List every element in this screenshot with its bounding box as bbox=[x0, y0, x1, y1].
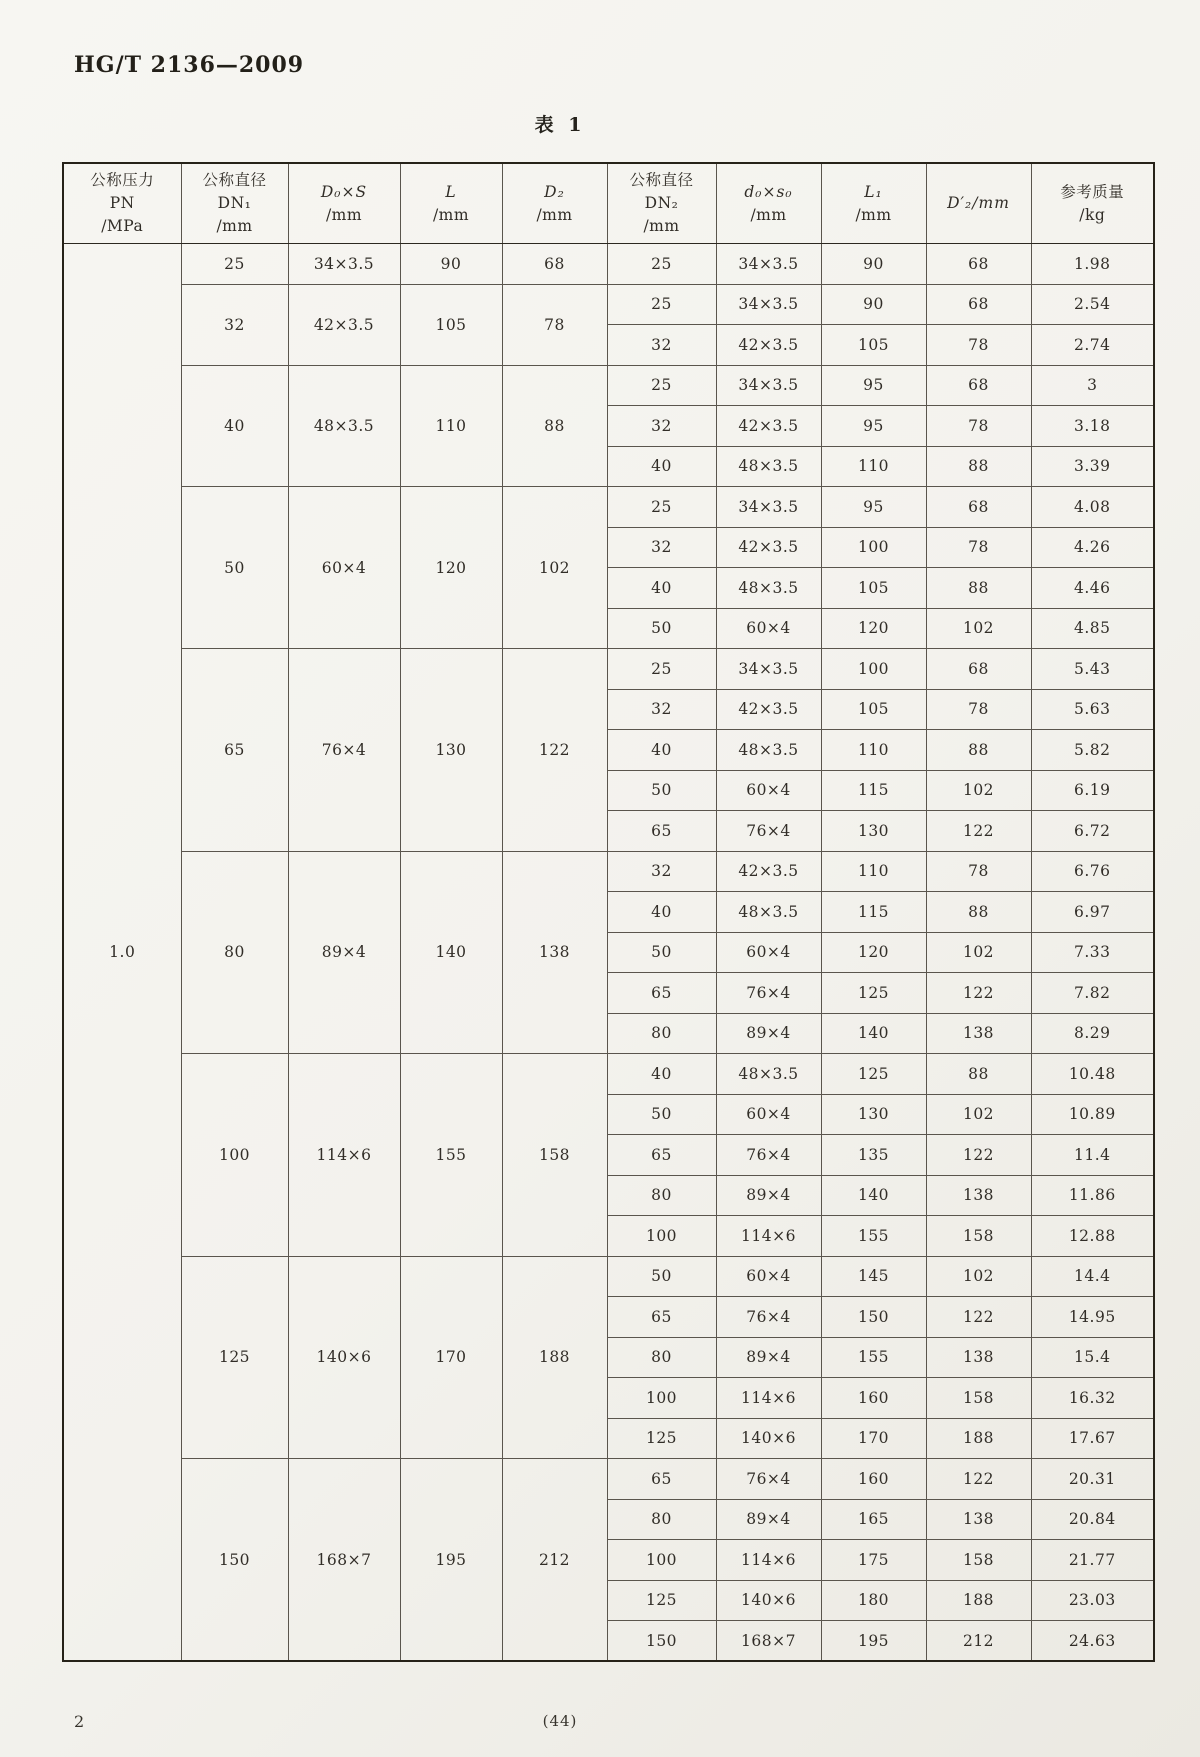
cell-d2prime: 158 bbox=[926, 1540, 1031, 1581]
cell-mass: 6.97 bbox=[1031, 892, 1154, 933]
cell-dn1: 65 bbox=[181, 649, 288, 852]
cell-dn2: 65 bbox=[607, 811, 716, 852]
cell-d0xs0: 34×3.5 bbox=[716, 284, 821, 325]
cell-l: 130 bbox=[400, 649, 502, 852]
cell-d0xs0: 114×6 bbox=[716, 1378, 821, 1419]
cell-mass: 14.4 bbox=[1031, 1256, 1154, 1297]
column-header-8: D′₂/mm bbox=[926, 163, 1031, 244]
cell-l1: 105 bbox=[821, 689, 926, 730]
cell-d2prime: 158 bbox=[926, 1216, 1031, 1257]
cell-dn1: 25 bbox=[181, 244, 288, 285]
cell-d2prime: 88 bbox=[926, 568, 1031, 609]
dimension-table bbox=[62, 162, 1155, 1662]
cell-dn1: 80 bbox=[181, 851, 288, 1054]
cell-dn2: 150 bbox=[607, 1621, 716, 1662]
cell-d0xs0: 89×4 bbox=[716, 1175, 821, 1216]
cell-mass: 1.98 bbox=[1031, 244, 1154, 285]
cell-l1: 140 bbox=[821, 1175, 926, 1216]
cell-dn2: 100 bbox=[607, 1540, 716, 1581]
cell-d2prime: 138 bbox=[926, 1337, 1031, 1378]
cell-d2: 158 bbox=[502, 1054, 607, 1257]
cell-d2prime: 138 bbox=[926, 1013, 1031, 1054]
cell-mass: 17.67 bbox=[1031, 1418, 1154, 1459]
cell-d2prime: 78 bbox=[926, 406, 1031, 447]
cell-mass: 16.32 bbox=[1031, 1378, 1154, 1419]
cell-l1: 120 bbox=[821, 608, 926, 649]
cell-l1: 160 bbox=[821, 1378, 926, 1419]
cell-dn2: 125 bbox=[607, 1418, 716, 1459]
cell-d2prime: 88 bbox=[926, 892, 1031, 933]
cell-d2prime: 88 bbox=[926, 730, 1031, 771]
cell-l1: 130 bbox=[821, 811, 926, 852]
cell-dn2: 25 bbox=[607, 284, 716, 325]
cell-mass: 14.95 bbox=[1031, 1297, 1154, 1338]
cell-d0xs0: 34×3.5 bbox=[716, 487, 821, 528]
cell-d0xs0: 89×4 bbox=[716, 1013, 821, 1054]
cell-mass: 5.82 bbox=[1031, 730, 1154, 771]
cell-d2prime: 68 bbox=[926, 487, 1031, 528]
cell-d2: 78 bbox=[502, 284, 607, 365]
cell-dn2: 50 bbox=[607, 932, 716, 973]
cell-l1: 140 bbox=[821, 1013, 926, 1054]
cell-d2prime: 188 bbox=[926, 1580, 1031, 1621]
cell-l1: 95 bbox=[821, 487, 926, 528]
cell-d2prime: 122 bbox=[926, 1135, 1031, 1176]
cell-mass: 6.76 bbox=[1031, 851, 1154, 892]
cell-d0xs0: 42×3.5 bbox=[716, 325, 821, 366]
cell-d0xs0: 42×3.5 bbox=[716, 689, 821, 730]
table-row bbox=[63, 1459, 1154, 1500]
cell-d0xs0: 140×6 bbox=[716, 1418, 821, 1459]
cell-d0xs0: 89×4 bbox=[716, 1499, 821, 1540]
cell-l1: 180 bbox=[821, 1580, 926, 1621]
cell-d0xs0: 48×3.5 bbox=[716, 1054, 821, 1095]
cell-d0xs0: 76×4 bbox=[716, 811, 821, 852]
cell-d0xs0: 60×4 bbox=[716, 608, 821, 649]
cell-l1: 105 bbox=[821, 568, 926, 609]
cell-dn2: 32 bbox=[607, 689, 716, 730]
cell-dn2: 25 bbox=[607, 649, 716, 690]
cell-mass: 5.63 bbox=[1031, 689, 1154, 730]
cell-pn: 1.0 bbox=[63, 244, 181, 1662]
cell-l1: 100 bbox=[821, 527, 926, 568]
cell-l1: 155 bbox=[821, 1337, 926, 1378]
cell-mass: 23.03 bbox=[1031, 1580, 1154, 1621]
cell-l: 155 bbox=[400, 1054, 502, 1257]
cell-mass: 4.08 bbox=[1031, 487, 1154, 528]
cell-l: 90 bbox=[400, 244, 502, 285]
cell-l1: 130 bbox=[821, 1094, 926, 1135]
cell-l1: 95 bbox=[821, 406, 926, 447]
cell-d0xs0: 60×4 bbox=[716, 1094, 821, 1135]
cell-d2prime: 78 bbox=[926, 527, 1031, 568]
cell-l1: 165 bbox=[821, 1499, 926, 1540]
standard-number: HG/T 2136—2009 bbox=[74, 52, 305, 78]
table-row bbox=[63, 244, 1154, 285]
cell-l: 105 bbox=[400, 284, 502, 365]
cell-l1: 90 bbox=[821, 284, 926, 325]
cell-d2prime: 102 bbox=[926, 770, 1031, 811]
cell-d0xs0: 89×4 bbox=[716, 1337, 821, 1378]
cell-l1: 110 bbox=[821, 730, 926, 771]
cell-l: 110 bbox=[400, 365, 502, 487]
cell-dn2: 25 bbox=[607, 365, 716, 406]
column-header-2: D₀×S /mm bbox=[288, 163, 400, 244]
cell-mass: 2.74 bbox=[1031, 325, 1154, 366]
cell-d0xs0: 76×4 bbox=[716, 1135, 821, 1176]
cell-d0xs: 42×3.5 bbox=[288, 284, 400, 365]
cell-l1: 115 bbox=[821, 892, 926, 933]
cell-d2prime: 188 bbox=[926, 1418, 1031, 1459]
cell-d2prime: 138 bbox=[926, 1499, 1031, 1540]
cell-mass: 12.88 bbox=[1031, 1216, 1154, 1257]
cell-d0xs0: 48×3.5 bbox=[716, 568, 821, 609]
cell-mass: 5.43 bbox=[1031, 649, 1154, 690]
cell-dn1: 125 bbox=[181, 1256, 288, 1459]
cell-d0xs0: 34×3.5 bbox=[716, 649, 821, 690]
cell-d0xs0: 34×3.5 bbox=[716, 244, 821, 285]
cell-d2prime: 138 bbox=[926, 1175, 1031, 1216]
cell-d2prime: 78 bbox=[926, 325, 1031, 366]
cell-dn1: 32 bbox=[181, 284, 288, 365]
cell-dn1: 40 bbox=[181, 365, 288, 487]
column-header-7: L₁ /mm bbox=[821, 163, 926, 244]
cell-mass: 7.33 bbox=[1031, 932, 1154, 973]
table-row bbox=[63, 284, 1154, 325]
cell-d2prime: 158 bbox=[926, 1378, 1031, 1419]
cell-dn2: 50 bbox=[607, 1094, 716, 1135]
cell-dn2: 65 bbox=[607, 1135, 716, 1176]
cell-mass: 6.72 bbox=[1031, 811, 1154, 852]
cell-d2prime: 122 bbox=[926, 1297, 1031, 1338]
cell-d0xs: 48×3.5 bbox=[288, 365, 400, 487]
cell-dn2: 32 bbox=[607, 325, 716, 366]
cell-l: 140 bbox=[400, 851, 502, 1054]
cell-l1: 110 bbox=[821, 446, 926, 487]
cell-dn2: 80 bbox=[607, 1499, 716, 1540]
cell-dn2: 50 bbox=[607, 608, 716, 649]
cell-dn2: 80 bbox=[607, 1175, 716, 1216]
cell-d0xs0: 114×6 bbox=[716, 1216, 821, 1257]
page-number: 2 bbox=[74, 1712, 85, 1731]
cell-d2prime: 102 bbox=[926, 608, 1031, 649]
column-header-3: L /mm bbox=[400, 163, 502, 244]
cell-dn1: 100 bbox=[181, 1054, 288, 1257]
cell-dn2: 50 bbox=[607, 770, 716, 811]
cell-mass: 4.46 bbox=[1031, 568, 1154, 609]
cell-mass: 4.85 bbox=[1031, 608, 1154, 649]
cell-d0xs: 140×6 bbox=[288, 1256, 400, 1459]
cell-dn2: 100 bbox=[607, 1216, 716, 1257]
cell-d2prime: 102 bbox=[926, 1094, 1031, 1135]
cell-dn1: 150 bbox=[181, 1459, 288, 1662]
cell-d0xs: 34×3.5 bbox=[288, 244, 400, 285]
cell-mass: 21.77 bbox=[1031, 1540, 1154, 1581]
cell-mass: 7.82 bbox=[1031, 973, 1154, 1014]
cell-d0xs0: 42×3.5 bbox=[716, 406, 821, 447]
cell-l1: 105 bbox=[821, 325, 926, 366]
cell-l1: 95 bbox=[821, 365, 926, 406]
cell-dn2: 32 bbox=[607, 527, 716, 568]
cell-l1: 115 bbox=[821, 770, 926, 811]
cell-d2prime: 78 bbox=[926, 689, 1031, 730]
cell-d0xs0: 42×3.5 bbox=[716, 851, 821, 892]
cell-mass: 8.29 bbox=[1031, 1013, 1154, 1054]
cell-mass: 6.19 bbox=[1031, 770, 1154, 811]
cell-d2prime: 102 bbox=[926, 1256, 1031, 1297]
cell-dn2: 32 bbox=[607, 851, 716, 892]
cell-l1: 195 bbox=[821, 1621, 926, 1662]
cell-mass: 3.18 bbox=[1031, 406, 1154, 447]
cell-mass: 10.89 bbox=[1031, 1094, 1154, 1135]
cell-d2prime: 88 bbox=[926, 1054, 1031, 1095]
cell-dn2: 40 bbox=[607, 568, 716, 609]
cell-l1: 170 bbox=[821, 1418, 926, 1459]
cell-d0xs0: 168×7 bbox=[716, 1621, 821, 1662]
cell-l1: 160 bbox=[821, 1459, 926, 1500]
cell-d0xs: 114×6 bbox=[288, 1054, 400, 1257]
cell-dn2: 50 bbox=[607, 1256, 716, 1297]
cell-mass: 20.31 bbox=[1031, 1459, 1154, 1500]
cell-d2prime: 122 bbox=[926, 811, 1031, 852]
column-header-5: 公称直径 DN₂ /mm bbox=[607, 163, 716, 244]
cell-l1: 90 bbox=[821, 244, 926, 285]
cell-dn2: 25 bbox=[607, 244, 716, 285]
cell-mass: 10.48 bbox=[1031, 1054, 1154, 1095]
cell-d2: 68 bbox=[502, 244, 607, 285]
cell-dn2: 80 bbox=[607, 1337, 716, 1378]
cell-d2prime: 78 bbox=[926, 851, 1031, 892]
cell-d0xs0: 60×4 bbox=[716, 770, 821, 811]
cell-d0xs0: 60×4 bbox=[716, 1256, 821, 1297]
cell-d0xs0: 48×3.5 bbox=[716, 892, 821, 933]
cell-dn2: 25 bbox=[607, 487, 716, 528]
table-row bbox=[63, 649, 1154, 690]
cell-mass: 11.4 bbox=[1031, 1135, 1154, 1176]
cell-dn2: 40 bbox=[607, 892, 716, 933]
column-header-1: 公称直径 DN₁ /mm bbox=[181, 163, 288, 244]
cell-d2: 102 bbox=[502, 487, 607, 649]
cell-l1: 135 bbox=[821, 1135, 926, 1176]
table-row bbox=[63, 365, 1154, 406]
cell-l1: 110 bbox=[821, 851, 926, 892]
cell-d0xs0: 76×4 bbox=[716, 1459, 821, 1500]
cell-l1: 175 bbox=[821, 1540, 926, 1581]
cell-d0xs0: 76×4 bbox=[716, 1297, 821, 1338]
cell-dn1: 50 bbox=[181, 487, 288, 649]
cell-d2prime: 68 bbox=[926, 284, 1031, 325]
cell-d2prime: 88 bbox=[926, 446, 1031, 487]
cell-d2prime: 68 bbox=[926, 365, 1031, 406]
cell-d0xs0: 114×6 bbox=[716, 1540, 821, 1581]
cell-l: 170 bbox=[400, 1256, 502, 1459]
cell-mass: 2.54 bbox=[1031, 284, 1154, 325]
column-header-6: d₀×s₀ /mm bbox=[716, 163, 821, 244]
cell-mass: 3.39 bbox=[1031, 446, 1154, 487]
cell-mass: 20.84 bbox=[1031, 1499, 1154, 1540]
table-header-row bbox=[63, 163, 1154, 244]
cell-d0xs0: 48×3.5 bbox=[716, 730, 821, 771]
cell-l1: 120 bbox=[821, 932, 926, 973]
cell-dn2: 125 bbox=[607, 1580, 716, 1621]
cell-dn2: 40 bbox=[607, 1054, 716, 1095]
cell-l1: 155 bbox=[821, 1216, 926, 1257]
cell-d0xs0: 42×3.5 bbox=[716, 527, 821, 568]
table-row bbox=[63, 1256, 1154, 1297]
column-header-0: 公称压力 PN /MPa bbox=[63, 163, 181, 244]
table-row bbox=[63, 1054, 1154, 1095]
cell-mass: 24.63 bbox=[1031, 1621, 1154, 1662]
cell-d2prime: 122 bbox=[926, 1459, 1031, 1500]
cell-dn2: 65 bbox=[607, 1459, 716, 1500]
table-row bbox=[63, 851, 1154, 892]
cell-dn2: 40 bbox=[607, 446, 716, 487]
cell-l: 120 bbox=[400, 487, 502, 649]
cell-d0xs: 60×4 bbox=[288, 487, 400, 649]
cell-d0xs0: 140×6 bbox=[716, 1580, 821, 1621]
cell-dn2: 65 bbox=[607, 973, 716, 1014]
cell-d2prime: 102 bbox=[926, 932, 1031, 973]
cell-d2prime: 212 bbox=[926, 1621, 1031, 1662]
cell-l1: 100 bbox=[821, 649, 926, 690]
cell-dn2: 40 bbox=[607, 730, 716, 771]
cell-mass: 15.4 bbox=[1031, 1337, 1154, 1378]
cell-mass: 4.26 bbox=[1031, 527, 1154, 568]
cell-l1: 125 bbox=[821, 973, 926, 1014]
cell-mass: 11.86 bbox=[1031, 1175, 1154, 1216]
cell-d2: 122 bbox=[502, 649, 607, 852]
column-header-9: 参考质量 /kg bbox=[1031, 163, 1154, 244]
cell-d0xs: 168×7 bbox=[288, 1459, 400, 1662]
cell-dn2: 32 bbox=[607, 406, 716, 447]
column-header-4: D₂ /mm bbox=[502, 163, 607, 244]
cell-d2prime: 68 bbox=[926, 649, 1031, 690]
table-title: 表 1 bbox=[534, 114, 586, 136]
cell-d2prime: 68 bbox=[926, 244, 1031, 285]
cell-d0xs: 76×4 bbox=[288, 649, 400, 852]
cell-dn2: 100 bbox=[607, 1378, 716, 1419]
table-row bbox=[63, 487, 1154, 528]
cell-d2: 88 bbox=[502, 365, 607, 487]
cell-dn2: 80 bbox=[607, 1013, 716, 1054]
cell-d0xs: 89×4 bbox=[288, 851, 400, 1054]
cell-l1: 145 bbox=[821, 1256, 926, 1297]
cell-l1: 125 bbox=[821, 1054, 926, 1095]
cell-d2: 188 bbox=[502, 1256, 607, 1459]
cell-l: 195 bbox=[400, 1459, 502, 1662]
center-page-number: (44) bbox=[542, 1712, 578, 1730]
cell-d0xs0: 76×4 bbox=[716, 973, 821, 1014]
cell-d0xs0: 34×3.5 bbox=[716, 365, 821, 406]
cell-d2: 138 bbox=[502, 851, 607, 1054]
cell-mass: 3 bbox=[1031, 365, 1154, 406]
cell-d2: 212 bbox=[502, 1459, 607, 1662]
cell-l1: 150 bbox=[821, 1297, 926, 1338]
cell-d0xs0: 60×4 bbox=[716, 932, 821, 973]
cell-dn2: 65 bbox=[607, 1297, 716, 1338]
cell-d0xs0: 48×3.5 bbox=[716, 446, 821, 487]
cell-d2prime: 122 bbox=[926, 973, 1031, 1014]
